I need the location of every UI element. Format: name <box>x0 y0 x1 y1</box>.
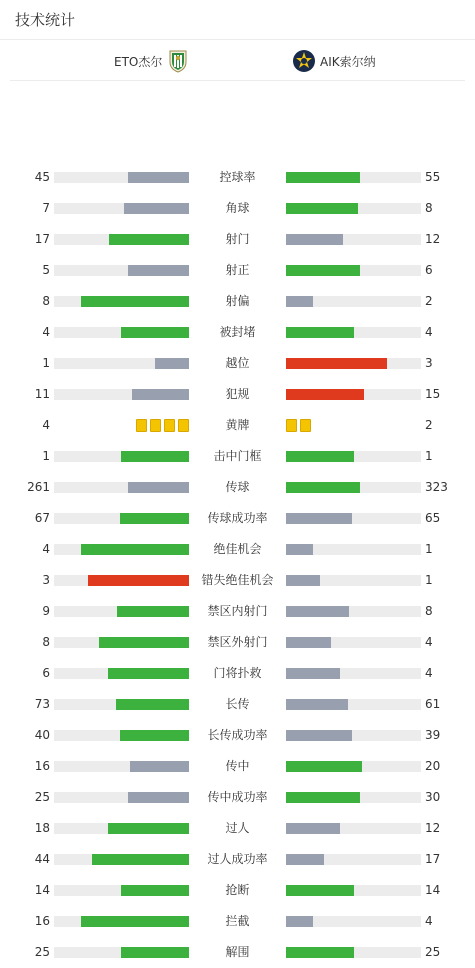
stat-row <box>0 596 475 627</box>
home-stat-value: 6 <box>42 666 50 680</box>
home-stat-value: 16 <box>34 914 50 928</box>
away-stat-value: 4 <box>425 666 433 680</box>
home-stat-bar <box>54 668 189 679</box>
stat-label: 拦截 <box>225 914 250 928</box>
home-stat-bar-fill <box>108 668 189 679</box>
home-team[interactable] <box>114 48 190 74</box>
home-stat-bar <box>54 482 189 493</box>
away-card-group <box>286 419 311 432</box>
away-stat-bar <box>286 916 421 927</box>
home-stat-bar-fill <box>121 327 189 338</box>
away-stat-value: 4 <box>425 635 433 649</box>
home-stat-bar-fill <box>120 513 189 524</box>
home-stat-bar-fill <box>109 234 189 245</box>
stat-label: 犯规 <box>225 387 250 401</box>
home-stat-bar <box>54 513 189 524</box>
home-stat-bar <box>54 389 189 400</box>
home-stat-value: 40 <box>34 728 50 742</box>
away-stat-bar-fill <box>286 606 349 617</box>
section-header <box>0 0 475 40</box>
home-stat-bar <box>54 203 189 214</box>
away-stat-bar-fill <box>286 761 362 772</box>
away-stat-value: 12 <box>425 232 441 246</box>
stat-row <box>0 844 475 875</box>
away-stat-value: 6 <box>425 263 433 277</box>
home-stat-value: 14 <box>34 883 50 897</box>
away-stat-value: 65 <box>425 511 441 525</box>
away-stat-value: 4 <box>425 325 433 339</box>
stat-row <box>0 813 475 844</box>
away-stat-bar-fill <box>286 699 348 710</box>
home-stat-bar-fill <box>92 854 189 865</box>
away-stat-bar-fill <box>286 854 324 865</box>
away-stat-value: 8 <box>425 201 433 215</box>
away-stat-bar <box>286 885 421 896</box>
yellow-card-icon <box>178 419 189 432</box>
home-stat-bar-fill <box>128 792 189 803</box>
home-stat-bar-fill <box>130 761 189 772</box>
away-stat-value: 55 <box>425 170 441 184</box>
away-stat-bar-fill <box>286 513 352 524</box>
home-stat-bar <box>54 358 189 369</box>
yellow-card-icon <box>136 419 147 432</box>
away-stat-value: 1 <box>425 449 433 463</box>
stat-row <box>0 751 475 782</box>
home-stat-bar-fill <box>120 730 189 741</box>
home-stat-bar-fill <box>121 451 189 462</box>
home-stat-bar-fill <box>116 699 189 710</box>
home-stat-bar-fill <box>81 296 189 307</box>
stat-row <box>0 565 475 596</box>
home-stat-bar <box>54 823 189 834</box>
stat-label: 角球 <box>225 201 250 215</box>
away-stat-value: 2 <box>425 294 433 308</box>
stat-label: 过人 <box>225 821 250 835</box>
away-stat-bar <box>286 947 421 958</box>
stat-row <box>0 658 475 689</box>
away-team-name: AIK索尔纳 <box>320 54 376 69</box>
home-team-name: ETO杰尔 <box>114 54 163 69</box>
away-stat-value: 1 <box>425 542 433 556</box>
home-stat-value: 3 <box>42 573 50 587</box>
stat-row <box>0 534 475 565</box>
home-stat-bar <box>54 606 189 617</box>
home-stat-bar <box>54 234 189 245</box>
away-stat-bar <box>286 451 421 462</box>
home-stat-value: 261 <box>27 480 50 494</box>
away-stat-bar <box>286 637 421 648</box>
page-title: 技术统计 <box>15 11 76 29</box>
home-stat-bar-fill <box>117 606 189 617</box>
stat-label: 禁区内射门 <box>207 604 268 618</box>
stat-label: 越位 <box>225 356 250 370</box>
home-stat-bar-fill <box>99 637 189 648</box>
home-stat-bar <box>54 885 189 896</box>
away-stat-bar-fill <box>286 792 360 803</box>
home-stat-bar <box>54 916 189 927</box>
home-stat-bar-fill <box>121 947 189 958</box>
stat-label: 过人成功率 <box>207 852 268 866</box>
stat-row <box>0 627 475 658</box>
away-stat-bar <box>286 172 421 183</box>
away-team[interactable] <box>292 48 376 74</box>
away-stat-value: 17 <box>425 852 441 866</box>
team-header <box>10 40 465 81</box>
away-stat-bar <box>286 761 421 772</box>
home-stat-value: 8 <box>42 294 50 308</box>
home-stat-value: 1 <box>42 356 50 370</box>
stat-row <box>0 906 475 937</box>
home-stat-bar-fill <box>81 916 189 927</box>
away-stat-bar-fill <box>286 296 313 307</box>
home-stat-bar-fill <box>132 389 189 400</box>
home-stat-value: 8 <box>42 635 50 649</box>
away-stat-bar-fill <box>286 265 360 276</box>
away-stat-bar-fill <box>286 947 354 958</box>
away-stat-bar <box>286 544 421 555</box>
away-stat-value: 15 <box>425 387 441 401</box>
home-stat-bar-fill <box>121 885 189 896</box>
stat-label: 射偏 <box>225 294 250 308</box>
home-stat-value: 44 <box>34 852 50 866</box>
home-stat-value: 1 <box>42 449 50 463</box>
away-stat-value: 8 <box>425 604 433 618</box>
away-stat-bar-fill <box>286 389 364 400</box>
stat-row <box>0 503 475 534</box>
stat-row <box>0 348 475 379</box>
stat-label: 长传成功率 <box>207 728 268 742</box>
stat-label: 控球率 <box>219 170 256 184</box>
away-stat-bar-fill <box>286 637 331 648</box>
home-stat-value: 18 <box>34 821 50 835</box>
home-stat-bar <box>54 544 189 555</box>
home-stat-value: 4 <box>42 418 50 432</box>
stat-row <box>0 937 475 968</box>
away-stat-bar-fill <box>286 358 387 369</box>
away-stat-bar-fill <box>286 823 340 834</box>
away-stat-bar <box>286 823 421 834</box>
yellow-card-icon <box>300 419 311 432</box>
home-stat-bar <box>54 761 189 772</box>
away-stat-value: 30 <box>425 790 441 804</box>
eto-gyor-crest-icon <box>166 49 190 73</box>
stat-label: 绝佳机会 <box>213 542 262 556</box>
home-stat-value: 4 <box>42 325 50 339</box>
stat-label: 被封堵 <box>219 325 256 339</box>
away-stat-value: 323 <box>425 480 448 494</box>
away-stat-bar-fill <box>286 885 354 896</box>
home-stat-value: 67 <box>34 511 50 525</box>
away-stat-bar <box>286 358 421 369</box>
stat-row <box>0 162 475 193</box>
home-stat-value: 25 <box>34 790 50 804</box>
stat-label: 黄牌 <box>225 418 250 432</box>
away-stat-bar <box>286 513 421 524</box>
stat-row <box>0 689 475 720</box>
away-stat-bar <box>286 699 421 710</box>
away-stat-bar-fill <box>286 203 358 214</box>
stat-label: 传球 <box>225 480 250 494</box>
away-stat-bar-fill <box>286 544 313 555</box>
away-stat-bar <box>286 606 421 617</box>
home-stat-value: 11 <box>34 387 50 401</box>
away-stat-value: 3 <box>425 356 433 370</box>
stat-label: 传中 <box>225 759 250 773</box>
away-stat-bar-fill <box>286 172 360 183</box>
home-stat-bar-fill <box>128 482 189 493</box>
away-stat-bar-fill <box>286 451 354 462</box>
stat-label: 射正 <box>225 263 250 277</box>
away-stat-bar <box>286 265 421 276</box>
home-stat-bar-fill <box>88 575 189 586</box>
stat-label: 抢断 <box>225 883 250 897</box>
home-stat-bar-fill <box>155 358 189 369</box>
home-stat-value: 7 <box>42 201 50 215</box>
away-stat-bar-fill <box>286 916 313 927</box>
home-stat-value: 25 <box>34 945 50 959</box>
home-card-group <box>136 419 189 432</box>
away-stat-bar <box>286 296 421 307</box>
home-stat-bar <box>54 792 189 803</box>
away-stat-bar <box>286 854 421 865</box>
home-stat-value: 5 <box>42 263 50 277</box>
home-stat-value: 17 <box>34 232 50 246</box>
stat-row <box>0 224 475 255</box>
away-stat-value: 20 <box>425 759 441 773</box>
away-stat-bar-fill <box>286 575 320 586</box>
stat-label: 禁区外射门 <box>207 635 268 649</box>
away-stat-bar <box>286 482 421 493</box>
away-stat-bar <box>286 389 421 400</box>
home-stat-bar <box>54 265 189 276</box>
stat-row <box>0 255 475 286</box>
home-stat-value: 4 <box>42 542 50 556</box>
away-stat-bar <box>286 575 421 586</box>
stat-label: 错失绝佳机会 <box>201 573 274 587</box>
stat-row <box>0 193 475 224</box>
stat-label: 传球成功率 <box>207 511 268 525</box>
stat-row <box>0 720 475 751</box>
away-stat-value: 61 <box>425 697 441 711</box>
home-stat-value: 45 <box>34 170 50 184</box>
stat-row <box>0 472 475 503</box>
home-stat-value: 16 <box>34 759 50 773</box>
away-stat-value: 12 <box>425 821 441 835</box>
yellow-card-icon <box>164 419 175 432</box>
home-stat-value: 73 <box>34 697 50 711</box>
away-stat-bar-fill <box>286 730 352 741</box>
away-stat-bar <box>286 730 421 741</box>
away-stat-value: 2 <box>425 418 433 432</box>
away-stat-bar <box>286 327 421 338</box>
stat-row <box>0 286 475 317</box>
stat-label: 射门 <box>225 232 250 246</box>
away-stat-value: 39 <box>425 728 441 742</box>
home-stat-bar-fill <box>81 544 189 555</box>
home-stat-bar-fill <box>108 823 189 834</box>
home-stat-bar-fill <box>124 203 189 214</box>
away-stat-bar <box>286 668 421 679</box>
away-stat-bar-fill <box>286 482 360 493</box>
away-stat-bar <box>286 234 421 245</box>
home-stat-bar-fill <box>128 265 189 276</box>
away-stat-bar <box>286 203 421 214</box>
stat-label: 击中门框 <box>213 449 262 463</box>
away-stat-value: 1 <box>425 573 433 587</box>
stat-row <box>0 410 475 441</box>
home-stat-bar <box>54 172 189 183</box>
stat-row <box>0 441 475 472</box>
aik-crest-icon <box>292 49 316 73</box>
home-stat-bar <box>54 854 189 865</box>
away-stat-bar-fill <box>286 234 343 245</box>
home-stat-bar <box>54 296 189 307</box>
away-stat-value: 25 <box>425 945 441 959</box>
stat-label: 长传 <box>225 697 250 711</box>
yellow-card-icon <box>286 419 297 432</box>
home-stat-bar <box>54 451 189 462</box>
home-stat-bar <box>54 575 189 586</box>
away-stat-bar <box>286 792 421 803</box>
away-stat-value: 14 <box>425 883 441 897</box>
stat-row <box>0 782 475 813</box>
away-stat-value: 4 <box>425 914 433 928</box>
away-stat-bar-fill <box>286 327 354 338</box>
stat-row <box>0 379 475 410</box>
home-stat-bar <box>54 947 189 958</box>
home-stat-bar-fill <box>128 172 189 183</box>
home-stat-bar <box>54 730 189 741</box>
home-stat-bar <box>54 637 189 648</box>
home-stat-value: 9 <box>42 604 50 618</box>
yellow-card-icon <box>150 419 161 432</box>
home-stat-bar <box>54 327 189 338</box>
stat-label: 解围 <box>225 945 250 959</box>
home-stat-bar <box>54 699 189 710</box>
stat-row <box>0 317 475 348</box>
away-stat-bar-fill <box>286 668 340 679</box>
stat-label: 传中成功率 <box>207 790 268 804</box>
stat-label: 门将扑救 <box>213 666 262 680</box>
stat-row <box>0 875 475 906</box>
